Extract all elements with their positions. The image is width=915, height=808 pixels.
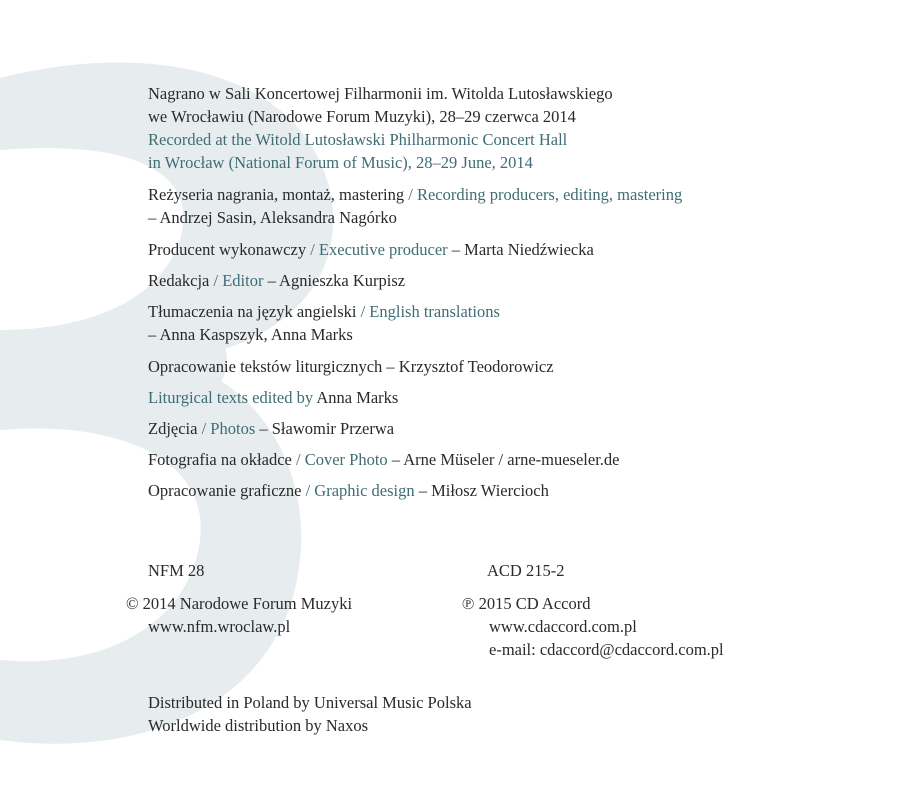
credit-graphic-design bbox=[148, 479, 549, 502]
credit-liturgical-en bbox=[148, 386, 398, 409]
credit-exec-pl: Producent wykonawczy bbox=[148, 240, 311, 259]
catalog-right-number: ACD 215-2 bbox=[487, 561, 565, 580]
credit-translations bbox=[148, 300, 500, 323]
recording-pl-line2: we Wrocławiu (Narodowe Forum Muzyki), 28–29 czerwca 2014 bbox=[148, 107, 576, 126]
recording-pl-line1: Nagrano w Sali Koncertowej Filharmonii im. Witolda Lutosławskiego bbox=[148, 84, 613, 103]
credit-editor-en: / Editor bbox=[213, 271, 268, 290]
distribution-line1: Distributed in Poland by Universal Music Polska bbox=[148, 693, 472, 712]
credit-liturgical-en-label: Liturgical texts edited by bbox=[148, 388, 317, 407]
catalog-right-web: www.cdaccord.com.pl bbox=[489, 617, 637, 636]
recording-en-line1: Recorded at the Witold Lutosławski Philharmonic Concert Hall bbox=[148, 130, 568, 149]
distribution-line2: Worldwide distribution by Naxos bbox=[148, 716, 369, 735]
credit-exec-en: / Executive producer bbox=[310, 240, 452, 259]
credit-translations-en: / English translations bbox=[360, 302, 500, 321]
catalog-left-web: www.nfm.wroclaw.pl bbox=[148, 617, 291, 636]
credit-liturgical-name: Anna Marks bbox=[316, 388, 399, 407]
catalog-left-copyright: © 2014 Narodowe Forum Muzyki bbox=[126, 594, 353, 613]
catalog-right-email: e-mail: cdaccord@cdaccord.com.pl bbox=[489, 640, 724, 659]
credit-photos-en: / Photos bbox=[201, 419, 260, 438]
credit-producers-en: / Recording producers, editing, mastering bbox=[408, 185, 683, 204]
credit-producers-names: – Andrzej Sasin, Aleksandra Nagórko bbox=[148, 208, 397, 227]
credit-cover-en: / Cover Photo bbox=[295, 450, 392, 469]
credit-exec-name: – Marta Niedźwiecka bbox=[451, 240, 594, 259]
recording-en-line2: in Wrocław (National Forum of Music), 28–29 June, 2014 bbox=[148, 153, 533, 172]
credit-cover-name: – Arne Müseler / arne-mueseler.de bbox=[391, 450, 620, 469]
credit-editor bbox=[148, 269, 405, 292]
credit-exec-producer bbox=[148, 238, 594, 261]
credit-design-name: – Miłosz Wiercioch bbox=[418, 481, 549, 500]
credit-photos bbox=[148, 417, 394, 440]
credit-editor-name: – Agnieszka Kurpisz bbox=[267, 271, 406, 290]
credit-translations-pl: Tłumaczenia na język angielski bbox=[148, 302, 361, 321]
credit-photos-name: – Sławomir Przerwa bbox=[259, 419, 395, 438]
catalog-right-copyright: ℗ 2015 CD Accord bbox=[462, 594, 591, 613]
credit-editor-pl: Redakcja bbox=[148, 271, 214, 290]
credit-design-pl: Opracowanie graficzne bbox=[148, 481, 306, 500]
credit-producers-pl: Reżyseria nagrania, montaż, mastering bbox=[148, 185, 409, 204]
catalog-left-number: NFM 28 bbox=[148, 561, 205, 580]
credit-photos-pl: Zdjęcia bbox=[148, 419, 202, 438]
credit-producers bbox=[148, 183, 682, 206]
credit-design-en: / Graphic design bbox=[305, 481, 419, 500]
credit-liturgical-pl: Opracowanie tekstów liturgicznych – Krzysztof Teodorowicz bbox=[148, 357, 554, 376]
credit-cover-photo bbox=[148, 448, 620, 471]
credit-cover-pl: Fotografia na okładce bbox=[148, 450, 296, 469]
credit-translations-names: – Anna Kaspszyk, Anna Marks bbox=[148, 325, 353, 344]
